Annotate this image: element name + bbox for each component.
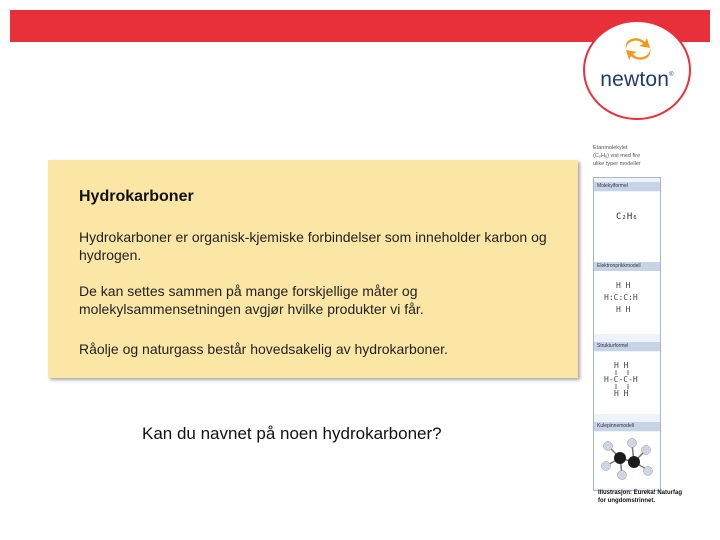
structural-formula <box>594 352 660 414</box>
question-text: Kan du navnet på noen hydrokarboner? <box>142 424 442 443</box>
svg-text:H H: H H <box>614 361 629 370</box>
logo-wordmark: newton® <box>600 68 674 91</box>
model-column <box>593 177 661 491</box>
label-molecular-formula: Molekylformel <box>594 182 660 191</box>
electron-dot-model <box>594 272 660 334</box>
newton-logo <box>583 20 691 120</box>
svg-text:H H: H H <box>614 389 629 398</box>
label-structural: Strukturformel <box>594 342 660 351</box>
ball-and-stick-model <box>594 432 660 488</box>
content-panel <box>48 160 578 378</box>
paragraph-sources: Råolje og naturgass består hovedsakelig av hydrokarboner. <box>79 341 448 357</box>
paragraph-structure: De kan settes sammen på mange forskjellige måter og molekylsammensetningen avgjør hvilke produkter vi får. <box>79 283 424 317</box>
ethane-models-figure <box>590 144 670 490</box>
illustration-credit: Illustrasjon: Eureka! Naturfag for ungdomstrinnet. <box>598 490 683 504</box>
svg-text:H:C:C:H: H:C:C:H <box>604 293 638 302</box>
svg-text:H-C-C-H: H-C-C-H <box>604 375 638 384</box>
molecular-formula: C₂H₆ <box>616 212 638 222</box>
label-electron-dot: Elektronprikkmodell <box>594 262 660 271</box>
slide-title: Hydrokarboner <box>79 188 194 205</box>
paragraph-definition: Hydrokarboner er organisk-kjemiske forbindelser som inneholder karbon og hydrogen. <box>79 229 547 263</box>
svg-text:H H: H H <box>616 305 631 314</box>
figure-caption: Etanmolekylet (C₂H₆) vist med fire ulike typer modeller <box>593 145 641 167</box>
label-ball-stick: Kulepinnemodell <box>594 422 660 431</box>
newton-swirl-icon <box>623 36 653 62</box>
svg-text:H H: H H <box>616 281 631 290</box>
